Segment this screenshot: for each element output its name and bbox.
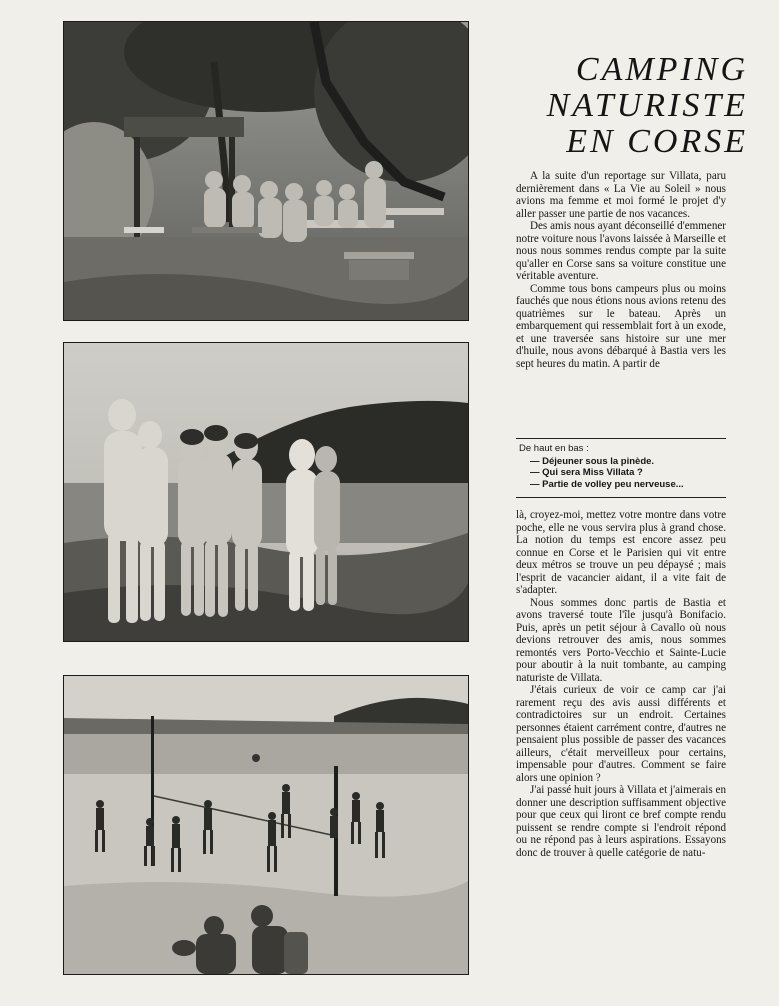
photo-volleyball-game [64,676,468,974]
photo-captions [516,438,726,498]
paragraph: Comme tous bons campeurs plus ou moins fauchés que nous étions nous avions retenu des quatrièmes sur le bateau. Après un embarquement qui ressemblait fort à un exode, et une traversée sans histoire sur une mer d'huile, nous avons débarqué à Bastia vers les sept heures du matin. A partir de [516,282,726,370]
paragraph: A la suite d'un reportage sur Villata, paru dernièrement dans « La Vie au Soleil » nous avions ma femme et moi formé le projet d'y aller passer une partie de nos vacances. [516,170,726,220]
photo-lunch-under-pines [64,22,468,320]
caption-item: — Qui sera Miss Villata ? [530,467,643,478]
photo-miss-villata [64,343,468,641]
article-column-bottom [516,509,726,859]
paragraph-continued: là, croyez-moi, mettez votre montre dans votre poche, elle ne vous servira plus à grand chose. La notion du temps est encore assez peu connue en Corse et le Parisien qui vit entre deux métros se trouve un peu dépaysé ; mais l'esprit de vacancier aidant, il a vite fait de s'adapter. [516,509,726,596]
article-title [508,52,748,160]
caption-heading: De haut en bas : [519,443,589,454]
paragraph: Des amis nous ayant déconseillé d'emmener notre voiture nous l'avons laissée à Marseille et nous nous sommes rendus compte par la suite qu'aller en Corse sans sa voiture constitue une véritable aventure. [516,220,726,282]
title-line-2: NATURISTE [546,87,748,124]
paragraph: J'ai passé huit jours à Villata et j'aimerais en donner une description suffisamment objective pour que ceux qui liront ce bref compte rendu puissent se rendre compte si l'endroit répond ou ne répond pas à leurs aspirations. Essayons donc de trouver à quelle catégorie de natu- [516,784,726,859]
title-line-1: CAMPING [575,51,748,88]
paragraph: Nous sommes donc partis de Bastia et avons traversé toute l'île jusqu'à Bonifacio. Puis, après un petit séjour à Cavallo où nous devions retrouver des amis, nous sommes remontés vers Porto-Vecchio et Sainte-Lucie pour aboutir à la nuit tombante, au camping naturiste de Villata. [516,596,726,684]
caption-item: — Déjeuner sous la pinède. [530,455,655,467]
caption-item: — Partie de volley peu nerveuse... [530,478,684,490]
title-line-3: EN CORSE [566,123,748,160]
article-column-top [516,170,726,370]
paragraph: J'étais curieux de voir ce camp car j'ai rarement reçu des avis aussi différents et contradictoires sur un endroit. Certaines personnes étaient carrément contre, d'autres ne pensaient plus possible de passer des vacances ailleurs, c'était merveilleux pour certains, impensable pour d'autres. Comment se faire alors une opinion ? [516,684,726,784]
